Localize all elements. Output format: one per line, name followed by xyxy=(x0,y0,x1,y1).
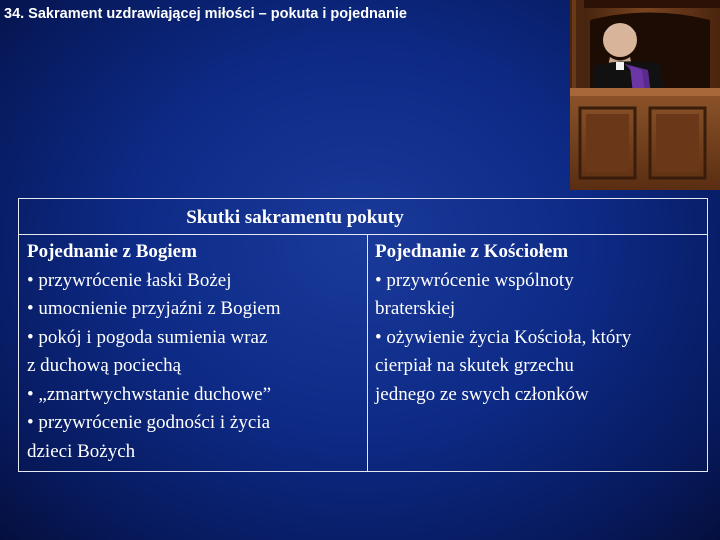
header-divider xyxy=(19,234,707,235)
list-item: • przywrócenie godności i życia xyxy=(27,412,271,433)
column-heading-church: Pojednanie z Kościołem xyxy=(375,241,569,262)
reconciliation-with-church-column xyxy=(375,238,705,409)
list-item: braterskiej xyxy=(375,298,456,319)
column-divider xyxy=(367,235,368,471)
list-item: dzieci Bożych xyxy=(27,440,136,462)
slide-title: 34. Sakrament uzdrawiającej miłości – pokuta i pojednanie xyxy=(4,6,407,22)
list-item: cierpiał na skutek grzechu xyxy=(375,355,574,376)
effects-table xyxy=(18,198,708,472)
confessional-photo xyxy=(570,0,720,190)
list-item: • przywrócenie wspólnoty xyxy=(375,269,574,291)
list-item: jednego ze swych członków xyxy=(375,383,589,405)
list-item: • pokój i pogoda sumienia wraz xyxy=(27,326,268,348)
table-header: Skutki sakramentu pokuty xyxy=(186,207,404,228)
reconciliation-with-god-column xyxy=(27,238,363,466)
list-item: • umocnienie przyjaźni z Bogiem xyxy=(27,298,281,319)
list-item: • przywrócenie łaski Bożej xyxy=(27,269,232,291)
list-item: z duchową pociechą xyxy=(27,355,182,376)
list-item: • ożywienie życia Kościoła, który xyxy=(375,326,632,348)
list-item: • „zmartwychwstanie duchowe” xyxy=(27,383,272,405)
column-heading-god: Pojednanie z Bogiem xyxy=(27,241,197,262)
